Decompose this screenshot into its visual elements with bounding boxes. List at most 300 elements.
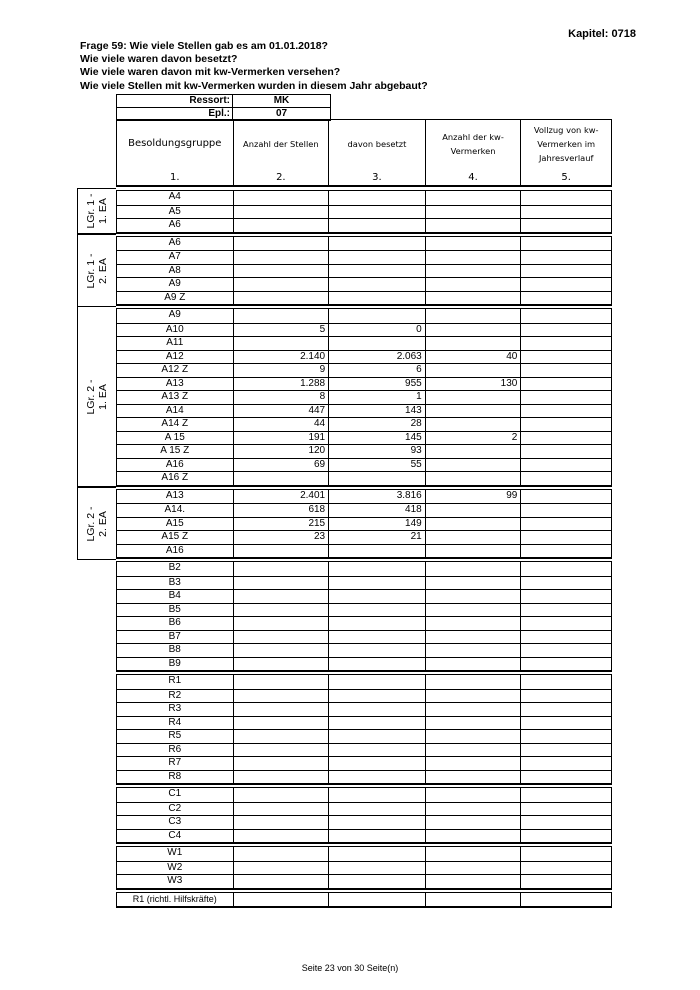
value-cell <box>520 744 611 757</box>
pay-grade-cell: R4 <box>168 716 182 728</box>
header-col-4 <box>425 120 521 185</box>
epl-value: 07 <box>275 108 288 119</box>
value-cell <box>425 757 521 770</box>
value-cell <box>520 309 611 323</box>
table-group <box>116 236 612 307</box>
table-row <box>117 237 611 251</box>
pay-grade-cell: W3 <box>167 875 183 886</box>
value-cell <box>233 644 329 657</box>
value-cell <box>233 237 329 251</box>
value-cell <box>425 504 521 517</box>
table-row <box>117 874 611 888</box>
value-cell <box>520 518 611 531</box>
value-cell <box>233 788 329 802</box>
table-row <box>117 544 611 558</box>
value-cell <box>520 562 611 576</box>
value-cell <box>233 830 329 843</box>
value-cell <box>233 337 329 350</box>
table-row <box>117 630 611 644</box>
value-cell <box>520 803 611 816</box>
pay-grade-cell: A13 <box>165 489 184 501</box>
value-cell <box>425 771 521 784</box>
pay-grade-cell: R7 <box>168 757 182 768</box>
value-cell <box>328 562 425 576</box>
value-cell: 3.816 <box>328 490 425 504</box>
header-number: 1. <box>169 172 180 183</box>
value-cell <box>425 690 521 703</box>
value-cell <box>520 351 611 364</box>
value-cell <box>425 617 521 630</box>
value-cell <box>520 545 611 558</box>
value-cell <box>520 292 611 305</box>
pay-grade-cell: C4 <box>168 829 182 841</box>
value-cell <box>520 324 611 337</box>
value-cell: 447 <box>233 405 329 418</box>
value-cell: 120 <box>233 445 329 458</box>
value-cell <box>520 631 611 644</box>
pay-grade-cell: A14 <box>165 404 184 416</box>
value-cell <box>520 391 611 404</box>
value-cell <box>233 730 329 743</box>
value-cell <box>425 703 521 716</box>
value-cell <box>425 744 521 757</box>
value-cell <box>520 206 611 219</box>
positions-table <box>116 190 612 910</box>
page-footer: Seite 23 von 30 Seite(n) <box>301 963 399 973</box>
value-cell <box>328 717 425 730</box>
value-cell <box>328 309 425 323</box>
value-cell <box>328 757 425 770</box>
value-cell: 191 <box>233 432 329 445</box>
pay-grade-cell: A13 <box>165 377 184 389</box>
value-cell <box>520 617 611 630</box>
pay-grade-cell: C1 <box>168 788 182 799</box>
value-cell <box>520 459 611 472</box>
pay-grade-cell: R6 <box>168 743 182 755</box>
value-cell: 1 <box>328 391 425 404</box>
pay-grade-cell: C3 <box>168 816 182 827</box>
value-cell <box>425 644 521 657</box>
value-cell <box>425 364 521 377</box>
value-cell <box>425 265 521 278</box>
table-row <box>117 417 611 431</box>
value-cell <box>520 364 611 377</box>
table-row <box>117 893 611 907</box>
value-cell <box>425 545 521 558</box>
value-cell <box>425 717 521 730</box>
value-cell <box>328 577 425 590</box>
value-cell <box>425 562 521 576</box>
value-cell <box>328 830 425 843</box>
table-row <box>117 191 611 205</box>
question-line: Wie viele waren davon besetzt? <box>80 53 238 66</box>
header-label: Anzahl der Stellen <box>243 138 319 149</box>
value-cell: 40 <box>425 351 521 364</box>
value-cell <box>520 862 611 875</box>
value-cell <box>520 590 611 603</box>
value-cell <box>328 206 425 219</box>
value-cell <box>233 757 329 770</box>
table-group <box>116 892 612 909</box>
pay-grade-cell: A16 <box>165 544 184 556</box>
value-cell <box>233 191 329 205</box>
value-cell <box>328 744 425 757</box>
table-row <box>117 404 611 418</box>
pay-grade-cell: R1 (richtl. Hilfskräfte) <box>132 893 217 904</box>
value-cell <box>233 803 329 816</box>
value-cell <box>520 604 611 617</box>
value-cell <box>520 337 611 350</box>
table-row <box>117 576 611 590</box>
value-cell <box>520 658 611 671</box>
header-col-2 <box>233 120 329 185</box>
value-cell <box>520 577 611 590</box>
value-cell <box>328 265 425 278</box>
value-cell: 955 <box>328 378 425 391</box>
value-cell <box>233 562 329 576</box>
value-cell <box>328 472 425 485</box>
header-col-3 <box>328 120 425 185</box>
career-group-text: LGr. 1 - 2. EA <box>85 252 109 289</box>
value-cell: 2 <box>425 432 521 445</box>
value-cell <box>520 644 611 657</box>
table-row <box>117 517 611 531</box>
career-group-text: LGr. 2 - 2. EA <box>85 505 109 542</box>
pay-grade-cell: B6 <box>168 617 181 628</box>
value-cell <box>328 604 425 617</box>
value-cell <box>328 803 425 816</box>
table-group <box>116 561 612 672</box>
value-cell: 149 <box>328 518 425 531</box>
value-cell <box>328 191 425 205</box>
value-cell: 6 <box>328 364 425 377</box>
pay-grade-cell: A9 <box>168 309 181 320</box>
value-cell <box>233 658 329 671</box>
value-cell <box>425 518 521 531</box>
value-cell: 143 <box>328 405 425 418</box>
table-row <box>117 530 611 544</box>
value-cell: 93 <box>328 445 425 458</box>
table-group <box>116 787 612 844</box>
value-cell <box>328 219 425 232</box>
pay-grade-cell: B9 <box>168 657 181 669</box>
value-cell <box>233 604 329 617</box>
table-row <box>117 743 611 757</box>
value-cell: 23 <box>233 531 329 544</box>
value-cell <box>233 577 329 590</box>
value-cell <box>425 292 521 305</box>
value-cell <box>233 893 329 907</box>
value-cell: 55 <box>328 459 425 472</box>
pay-grade-cell: A4 <box>168 191 181 202</box>
table-row <box>117 589 611 603</box>
value-cell <box>233 875 329 888</box>
value-cell: 8 <box>233 391 329 404</box>
value-cell <box>328 771 425 784</box>
table-group <box>116 846 612 890</box>
value-cell <box>425 875 521 888</box>
value-cell <box>520 893 611 907</box>
value-cell <box>233 703 329 716</box>
value-cell <box>520 472 611 485</box>
value-cell <box>520 788 611 802</box>
table-row <box>117 277 611 291</box>
table-row <box>117 291 611 305</box>
table-row <box>117 788 611 802</box>
value-cell <box>425 418 521 431</box>
value-cell <box>328 292 425 305</box>
value-cell <box>328 875 425 888</box>
pay-grade-cell: A7 <box>168 251 181 262</box>
value-cell <box>520 219 611 232</box>
pay-grade-cell: B3 <box>168 576 181 588</box>
table-group <box>116 674 612 785</box>
table-row <box>117 444 611 458</box>
pay-grade-cell: B2 <box>168 562 181 573</box>
table-row <box>117 847 611 861</box>
value-cell <box>328 278 425 291</box>
table-group <box>116 308 612 487</box>
pay-grade-cell: W1 <box>167 847 183 858</box>
value-cell <box>233 206 329 219</box>
pay-grade-cell: A13 Z <box>161 391 189 402</box>
pay-grade-cell: R2 <box>168 689 182 701</box>
table-row <box>117 616 611 630</box>
value-cell <box>425 816 521 829</box>
value-cell <box>425 803 521 816</box>
header-number: 2. <box>276 172 286 183</box>
value-cell <box>233 265 329 278</box>
value-cell <box>520 378 611 391</box>
pay-grade-cell: A12 Z <box>161 364 189 375</box>
value-cell: 21 <box>328 531 425 544</box>
value-cell <box>425 324 521 337</box>
value-cell: 28 <box>328 418 425 431</box>
value-cell <box>233 717 329 730</box>
pay-grade-cell: A 15 <box>164 431 185 443</box>
table-row <box>117 729 611 743</box>
value-cell <box>233 292 329 305</box>
pay-grade-cell: W2 <box>167 861 183 873</box>
value-cell <box>520 432 611 445</box>
ressort-value: MK <box>273 95 290 106</box>
value-cell <box>328 816 425 829</box>
value-cell <box>328 675 425 689</box>
table-header <box>116 119 612 187</box>
value-cell <box>520 730 611 743</box>
table-row <box>117 264 611 278</box>
value-cell <box>328 690 425 703</box>
value-cell <box>233 278 329 291</box>
value-cell: 69 <box>233 459 329 472</box>
value-cell <box>233 631 329 644</box>
career-group-label <box>77 306 116 487</box>
table-row <box>117 377 611 391</box>
pay-grade-cell: B5 <box>168 603 181 615</box>
table-row <box>117 323 611 337</box>
value-cell <box>425 391 521 404</box>
value-cell <box>328 862 425 875</box>
value-cell <box>425 459 521 472</box>
value-cell <box>233 309 329 323</box>
table-row <box>117 702 611 716</box>
table-row <box>117 390 611 404</box>
value-cell <box>425 219 521 232</box>
value-cell <box>425 206 521 219</box>
table-row <box>117 503 611 517</box>
value-cell <box>328 337 425 350</box>
value-cell: 5 <box>233 324 329 337</box>
question-block <box>80 40 428 93</box>
value-cell <box>425 405 521 418</box>
value-cell <box>233 219 329 232</box>
value-cell <box>425 191 521 205</box>
value-cell <box>328 644 425 657</box>
career-group-label <box>77 188 116 234</box>
table-row <box>117 861 611 875</box>
table-row <box>117 218 611 232</box>
header-number: 4. <box>468 172 478 183</box>
value-cell: 0 <box>328 324 425 337</box>
pay-grade-cell: A12 <box>165 350 184 362</box>
value-cell <box>520 191 611 205</box>
pay-grade-cell: A15 <box>165 517 184 529</box>
value-cell <box>233 590 329 603</box>
table-row <box>117 458 611 472</box>
pay-grade-cell: A14 Z <box>161 418 189 429</box>
table-row <box>117 657 611 671</box>
value-cell <box>328 658 425 671</box>
header-number: 5. <box>561 172 571 183</box>
table-group <box>116 190 612 234</box>
value-cell <box>233 472 329 485</box>
value-cell <box>520 847 611 861</box>
value-cell <box>520 816 611 829</box>
value-cell <box>425 847 521 861</box>
value-cell <box>328 703 425 716</box>
table-row <box>117 490 611 504</box>
value-cell <box>328 237 425 251</box>
table-row <box>117 716 611 730</box>
pay-grade-cell: A11 <box>166 337 184 348</box>
value-cell: 9 <box>233 364 329 377</box>
value-cell <box>233 675 329 689</box>
value-cell: 2.063 <box>328 351 425 364</box>
value-cell <box>328 730 425 743</box>
value-cell <box>520 251 611 264</box>
question-line: Wie viele Stellen mit kw-Vermerken wurden in diesem Jahr abgebaut? <box>80 79 428 92</box>
value-cell <box>520 717 611 730</box>
value-cell: 2.401 <box>233 490 329 504</box>
value-cell <box>328 788 425 802</box>
career-group-label <box>77 487 116 560</box>
table-row <box>117 363 611 377</box>
table-row <box>117 336 611 350</box>
epl-label: Epl.: <box>117 108 233 120</box>
value-cell <box>425 590 521 603</box>
value-cell <box>520 830 611 843</box>
table-row <box>117 770 611 784</box>
pay-grade-cell: R5 <box>168 730 182 741</box>
pay-grade-cell: B8 <box>168 644 181 655</box>
table-row <box>117 756 611 770</box>
header-col-5 <box>520 120 611 185</box>
value-cell <box>425 730 521 743</box>
header-col-1 <box>117 120 233 185</box>
table-row <box>117 562 611 576</box>
career-group-text: LGr. 2 - 1. EA <box>85 378 109 415</box>
value-cell <box>328 893 425 907</box>
value-cell <box>233 862 329 875</box>
value-cell: 418 <box>328 504 425 517</box>
value-cell <box>425 337 521 350</box>
value-cell <box>520 675 611 689</box>
header-label: davon besetzt <box>347 138 407 149</box>
value-cell <box>520 418 611 431</box>
ressort-row <box>117 95 330 108</box>
pay-grade-cell: C2 <box>168 802 182 814</box>
value-cell <box>425 830 521 843</box>
value-cell <box>520 265 611 278</box>
career-group-text: LGr. 1 - 1. EA <box>85 193 109 229</box>
value-cell <box>233 816 329 829</box>
value-cell <box>425 531 521 544</box>
pay-grade-cell: A10 <box>165 323 184 335</box>
value-cell <box>328 251 425 264</box>
value-cell: 99 <box>425 490 521 504</box>
pay-grade-cell: A5 <box>168 205 181 217</box>
value-cell <box>328 590 425 603</box>
pay-grade-cell: A6 <box>168 236 181 248</box>
value-cell <box>520 531 611 544</box>
value-cell <box>328 631 425 644</box>
value-cell <box>520 771 611 784</box>
value-cell <box>233 847 329 861</box>
value-cell <box>425 445 521 458</box>
value-cell <box>520 757 611 770</box>
question-line: Frage 59: Wie viele Stellen gab es am 01.01.2018? <box>80 40 328 52</box>
value-cell <box>520 875 611 888</box>
pay-grade-cell: A14. <box>164 504 186 515</box>
header-label: Anzahl der kw- Vermerken <box>442 131 504 156</box>
value-cell <box>520 690 611 703</box>
chapter-label: Kapitel: 0718 <box>568 28 636 40</box>
table-row <box>117 829 611 843</box>
table-row <box>117 350 611 364</box>
pay-grade-cell: B7 <box>168 630 181 642</box>
value-cell: 1.288 <box>233 378 329 391</box>
value-cell <box>425 278 521 291</box>
table-row <box>117 815 611 829</box>
table-group <box>116 489 612 560</box>
value-cell: 145 <box>328 432 425 445</box>
value-cell <box>425 251 521 264</box>
value-cell <box>520 445 611 458</box>
value-cell <box>425 472 521 485</box>
header-label: Vollzug von kw- Vermerken im Jahresverlauf <box>533 124 599 163</box>
value-cell <box>328 847 425 861</box>
table-row <box>117 675 611 689</box>
value-cell <box>520 237 611 251</box>
value-cell <box>233 545 329 558</box>
value-cell: 618 <box>233 504 329 517</box>
value-cell <box>520 405 611 418</box>
value-cell <box>425 604 521 617</box>
table-row <box>117 603 611 617</box>
table-row <box>117 309 611 323</box>
table-row <box>117 205 611 219</box>
pay-grade-cell: B4 <box>168 590 181 601</box>
